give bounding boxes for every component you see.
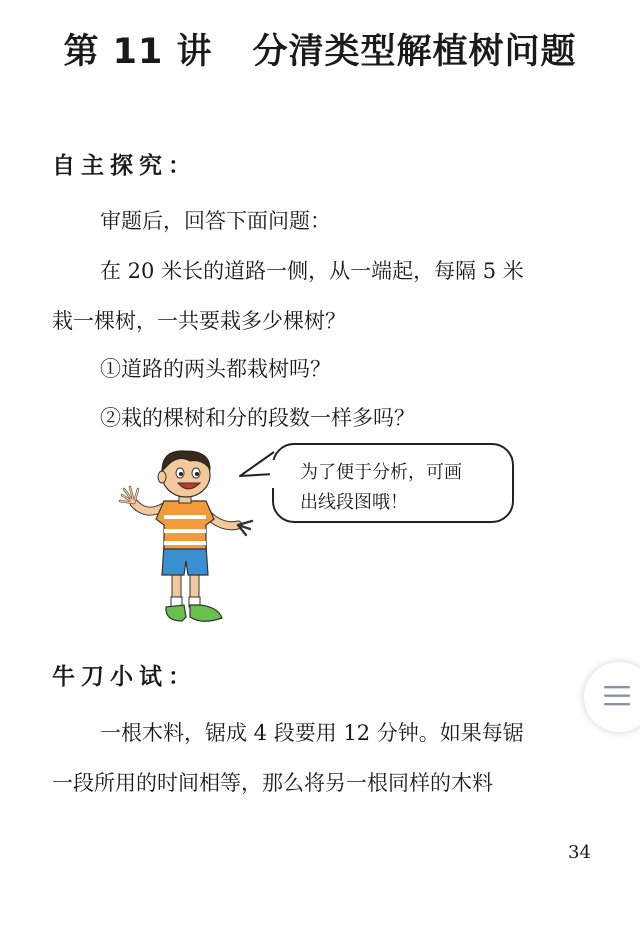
- practice-line-1: 一根木料，锯成 4 段要用 12 分钟。如果每锯: [100, 721, 524, 745]
- explore-heading: 自主探究：: [52, 152, 197, 179]
- practice-heading: 牛刀小试：: [52, 663, 197, 690]
- problem-line-2: 栽一棵树，一共要栽多少棵树？: [52, 309, 346, 333]
- practice-line-2: 一段所用的时间相等，那么将另一根同样的木料: [52, 771, 493, 795]
- floating-menu-button[interactable]: [584, 662, 640, 732]
- speech-bubble-mask: [270, 460, 278, 488]
- question-1: ①道路的两头都栽树吗？: [100, 357, 331, 381]
- menu-icon: [604, 685, 630, 707]
- bubble-line-2: 出线段图哦！: [300, 492, 408, 513]
- question-2: ②栽的棵树和分的段数一样多吗？: [100, 406, 415, 430]
- lesson-number: 第 11 讲: [63, 32, 213, 72]
- speech-bubble-text: [300, 458, 462, 518]
- problem-line-1: 在 20 米长的道路一侧，从一端起，每隔 5 米: [100, 259, 524, 283]
- lesson-topic: 分清类型解植树问题: [252, 32, 577, 72]
- explore-intro: 审题后，回答下面问题：: [100, 209, 331, 233]
- bubble-line-1: 为了便于分析，可画: [300, 462, 462, 483]
- page-number: 34: [568, 842, 591, 863]
- page-title: [0, 24, 640, 74]
